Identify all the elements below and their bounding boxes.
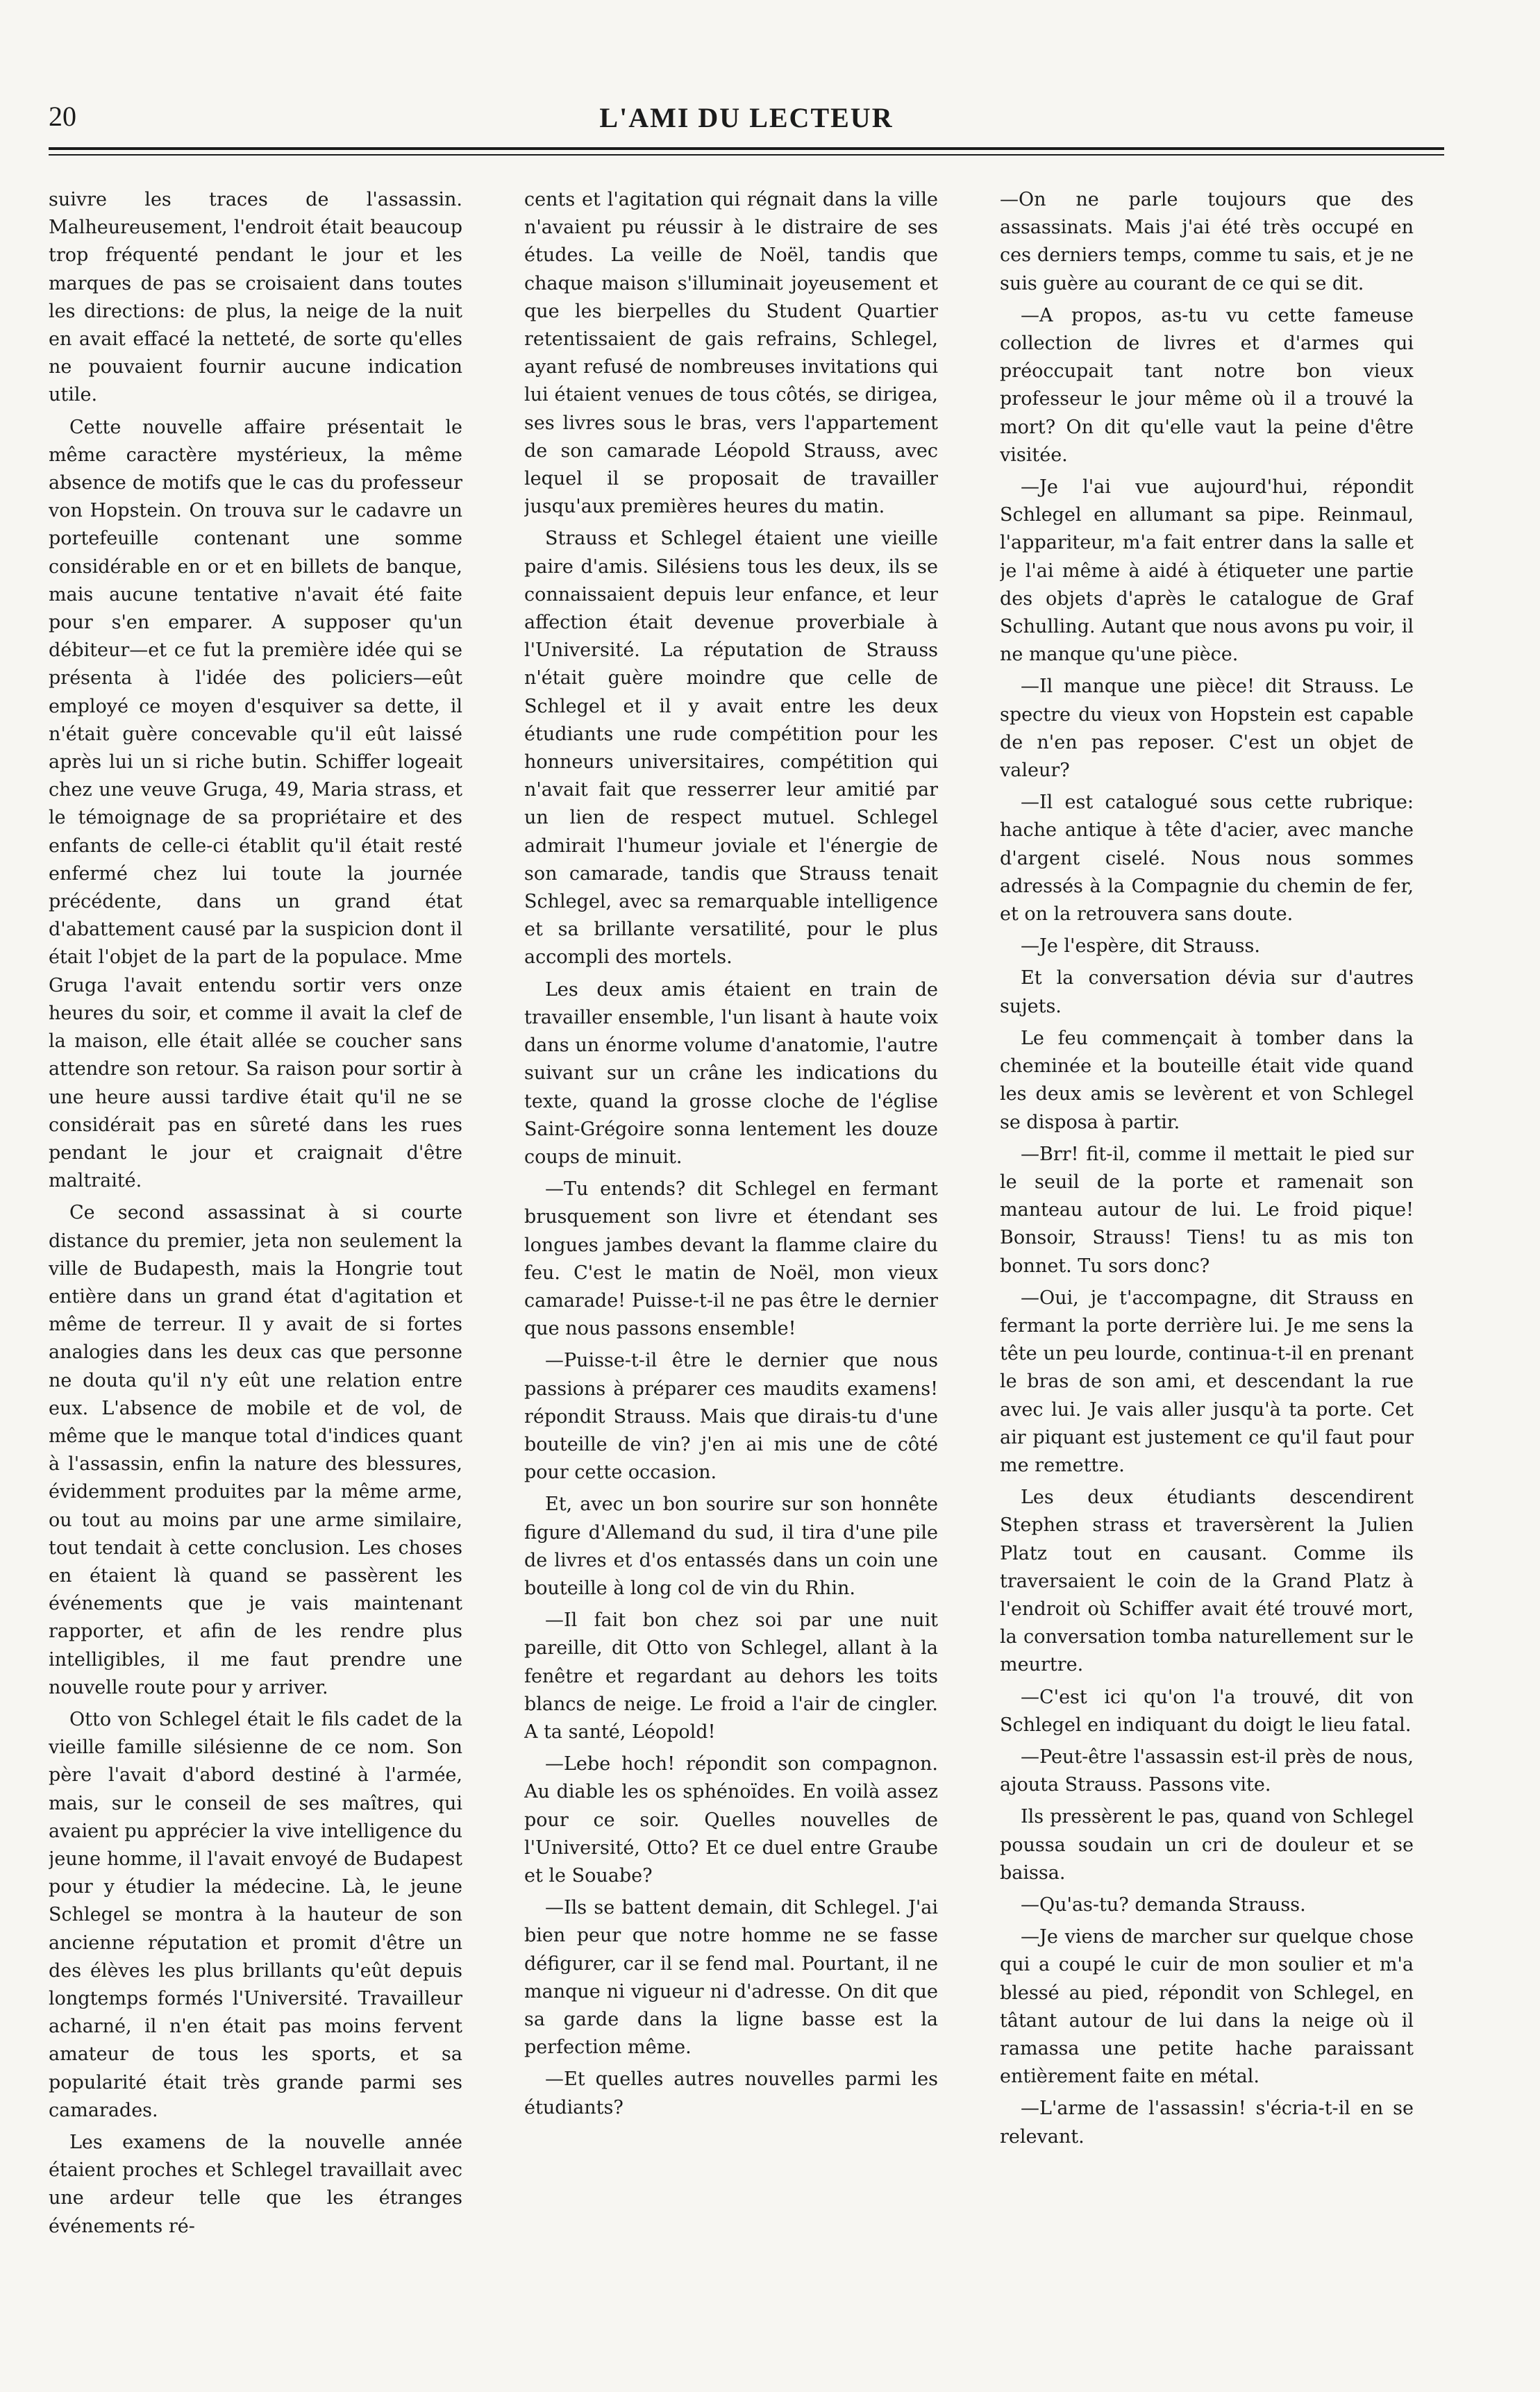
paragraph: —Brr! fit-il, comme il mettait le pied sur le seuil de la porte et ramenait son manteau autour de lui. Le froid pique! Bonsoir, Strauss! Tiens! tu as mis ton bonnet. Tu sors donc? <box>1000 1143 1414 1277</box>
paragraph: —Je viens de marcher sur quelque chose qui a coupé le cuir de mon soulier et m'a blessé au pied, répondit von Schlegel, en tâtant autour de lui dans la neige où il ramassa une petite hache paraissant entièrement faite en métal. <box>1000 1926 1414 2088</box>
page-number: 20 <box>49 101 76 132</box>
paragraph: cents et l'agitation qui régnait dans la ville n'avaient pu réussir à le distraire de ses études. La veille de Noël, tandis que chaque maison s'illuminait joyeusement et que les bierpelles du Student Quartier retentissaient de gais refrains, Schlegel, ayant refusé de nombreuses invitations qui lui étaient venues de tous côtés, se dirigea, ses livres sous le bras, vers l'appartement de son camarade Léopold Strauss, avec lequel il se proposait de travailler jusqu'aux premières heures du matin. <box>524 189 938 518</box>
paragraph: Les examens de la nouvelle année étaient proches et Schlegel travaillait avec une ardeur telle que les étranges événements ré- <box>49 2132 462 2237</box>
paragraph: —Il fait bon chez soi par une nuit pareille, dit Otto von Schlegel, allant à la fenêtre et regardant au dehors les toits blancs de neige. Le froid a l'air de cingler. A ta santé, Léopold! <box>524 1609 938 1743</box>
text-column-2 <box>524 186 938 2297</box>
paragraph: Ce second assassinat à si courte distance du premier, jeta non seulement la ville de Budapesth, mais la Hongrie tout entière dans un grand état d'agitation et même de terreur. Il y avait de si fortes analogies dans les deux cas que personne ne douta qu'il n'y eût une relation entre eux. L'absence de mobile et de vol, de même que le manque total d'indices quant à l'assassin, enfin la nature des blessures, évidemment produites par la même arme, ou tout au moins par une arme similaire, tout tendait à cette conclusion. Les choses en étaient là quand se passèrent les événements que je vais maintenant rapporter, et afin de les rendre plus intelligibles, il me faut prendre une nouvelle route pour y arriver. <box>49 1202 462 1698</box>
paragraph: —L'arme de l'assassin! s'écria-t-il en se relevant. <box>1000 2098 1414 2148</box>
paragraph: —Puisse-t-il être le dernier que nous passions à préparer ces maudits examens! répondit Strauss. Mais que dirais-tu d'une bouteille de vin? j'en ai mis une de côté pour cette occasion. <box>524 1350 938 1484</box>
header-rule-thick <box>49 147 1444 150</box>
paragraph: —C'est ici qu'on l'a trouvé, dit von Schlegel en indiquant du doigt le lieu fatal. <box>1000 1686 1414 1736</box>
paragraph: —On ne parle toujours que des assassinats. Mais j'ai été très occupé en ces derniers temps, comme tu sais, et je ne suis guère au courant de ce qui se dit. <box>1000 189 1414 294</box>
header-rule-thin <box>49 154 1444 156</box>
paragraph: Et la conversation dévia sur d'autres sujets. <box>1000 967 1414 1017</box>
paragraph: —Qu'as-tu? demanda Strauss. <box>1021 1893 1306 1916</box>
paragraph: —Il manque une pièce! dit Strauss. Le spectre du vieux von Hopstein est capable de n'en pas reposer. C'est un objet de valeur? <box>1000 676 1414 782</box>
paragraph: Cette nouvelle affaire présentait le même caractère mystérieux, la même absence de motifs que le cas du professeur von Hopstein. On trouva sur le cadavre un portefeuille contenant une somme considérable en or et en billets de banque, mais aucune tentative n'avait été faite pour s'en emparer. A supposer qu'un débiteur—et ce fut la première idée qui se présenta à l'idée des policiers—eût employé ce moyen d'esquiver sa dette, il n'était guère concevable qu'il eût laissé après lui un si riche butin. Schiffer logeait chez une veuve Gruga, 49, Maria strass, et le témoignage de sa propriétaire et des enfants de celle-ci établit qu'il était resté enfermé chez lui toute la journée précédente, dans un grand état d'abattement causé par la suspicion dont il était l'objet de la part de la populace. Mme Gruga l'avait entendu sortir vers onze heures du soir, et comme il avait la clef de la maison, elle était allée se coucher sans attendre son retour. Sa raison pour sortir à une heure aussi tardive était qu'il ne se considérait pas en sûreté dans les rues pendant le jour et craignait d'être maltraité. <box>49 416 462 1192</box>
paragraph: —Ils se battent demain, dit Schlegel. J'ai bien peur que notre homme ne se fasse défigurer, car il se fend mal. Pourtant, il ne manque ni vigueur ni d'adresse. On dit que sa garde dans la ligne basse est la perfection même. <box>524 1897 938 2059</box>
paragraph: —Je l'espère, dit Strauss. <box>1021 935 1260 957</box>
paragraph: —Tu entends? dit Schlegel en fermant brusquement son livre et étendant ses longues jambes devant la flamme claire du feu. C'est le matin de Noël, mon vieux camarade! Puisse-t-il ne pas être le dernier que nous passons ensemble! <box>524 1178 938 1340</box>
paragraph: Les deux amis étaient en train de travailler ensemble, l'un lisant à haute voix dans un énorme volume d'anatomie, l'autre suivant sur un crâne les indications du texte, quand la grosse cloche de l'église Saint-Grégoire sonna lentement les douze coups de minuit. <box>524 978 938 1168</box>
text-column-1 <box>49 186 462 2297</box>
paragraph: —A propos, as-tu vu cette fameuse collection de livres et d'armes qui préoccupait tant notre bon vieux professeur le jour même où il a trouvé la mort? On dit qu'elle vaut la peine d'être visitée. <box>1000 304 1414 466</box>
running-title: L'AMI DU LECTEUR <box>599 102 894 133</box>
paragraph: suivre les traces de l'assassin. Malheureusement, l'endroit était beaucoup trop fréquenté pendant le jour et les marques de pas se croisaient dans toutes les directions: de plus, la neige de la nuit en avait effacé la netteté, de sorte qu'elles ne pouvaient fournir aucune indication utile. <box>49 189 462 406</box>
paragraph: Le feu commençait à tomber dans la cheminée et la bouteille était vide quand les deux amis se levèrent et von Schlegel se disposa à partir. <box>1000 1027 1414 1133</box>
paragraph: —Et quelles autres nouvelles parmi les étudiants? <box>524 2068 938 2118</box>
paragraph: —Lebe hoch! répondit son compagnon. Au diable les os sphénoïdes. En voilà assez pour ce soir. Quelles nouvelles de l'Université, Otto? Et ce duel entre Graube et le Souabe? <box>524 1753 938 1887</box>
text-column-3 <box>1000 186 1414 2297</box>
paragraph: —Il est catalogué sous cette rubrique: hache antique à tête d'acier, avec manche d'argent ciselé. Nous nous sommes adressés à la Compagnie du chemin de fer, et on la retrouvera sans doute. <box>1000 792 1414 926</box>
page-header <box>49 76 1444 139</box>
paragraph: —Peut-être l'assassin est-il près de nous, ajouta Strauss. Passons vite. <box>1000 1746 1414 1796</box>
paragraph: Et, avec un bon sourire sur son honnête figure d'Allemand du sud, il tira d'une pile de livres et d'os entassés dans un coin une bouteille à long col de vin du Rhin. <box>524 1494 938 1599</box>
paragraph: Otto von Schlegel était le fils cadet de la vieille famille silésienne de ce nom. Son père l'avait d'abord destiné à l'armée, mais, sur le conseil de ses maîtres, qui avaient pu apprécier la vive intelligence du jeune homme, il l'avait envoyé de Budapest pour y étudier la médecine. Là, le jeune Schlegel se montra à la hauteur de son ancienne réputation et promit d'être un des élèves les plus brillants qu'eût depuis longtemps formés l'Université. Travailleur acharné, il n'en était pas moins fervent amateur de tous les sports, et sa popularité était très grande parmi ses camarades. <box>49 1708 462 2121</box>
paragraph: Ils pressèrent le pas, quand von Schlegel poussa soudain un cri de douleur et se baissa. <box>1000 1806 1414 1884</box>
paragraph: —Je l'ai vue aujourd'hui, répondit Schlegel en allumant sa pipe. Reinmaul, l'appariteur, m'a fait entrer dans la salle et je l'ai même à aidé à étiqueter une partie des objets d'après le catalogue de Graf Schulling. Autant que nous avons pu voir, il ne manque qu'une pièce. <box>1000 476 1414 666</box>
paragraph: Les deux étudiants descendirent Stephen strass et traversèrent la Julien Platz tout en causant. Comme ils traversaient le coin de la Grand Platz à l'endroit où Schiffer avait été trouvé mort, la conversation tomba naturellement sur le meurtre. <box>1000 1487 1414 1676</box>
paragraph: —Oui, je t'accompagne, dit Strauss en fermant la porte derrière lui. Je me sens la tête un peu lourde, continua-t-il en prenant le bras de son ami, et descendant la rue avec lui. Je vais aller jusqu'à ta porte. Cet air piquant est justement ce qu'il faut pour me remettre. <box>1000 1287 1414 1476</box>
paragraph: Strauss et Schlegel étaient une vieille paire d'amis. Silésiens tous les deux, ils se connaissaient depuis leur enfance, et leur affection était devenue proverbiale à l'Université. La réputation de Strauss n'était guère moindre que celle de Schlegel et il y avait entre les deux étudiants une rude compétition pour les honneurs universitaires, compétition qui n'avait fait que resserrer leur amitié par un lien de respect mutuel. Schlegel admirait l'humeur joviale et l'énergie de son camarade, tandis que Strauss tenait Schlegel, avec sa remarquable intelligence et sa brillante versatilité, pour le plus accompli des mortels. <box>524 528 938 969</box>
